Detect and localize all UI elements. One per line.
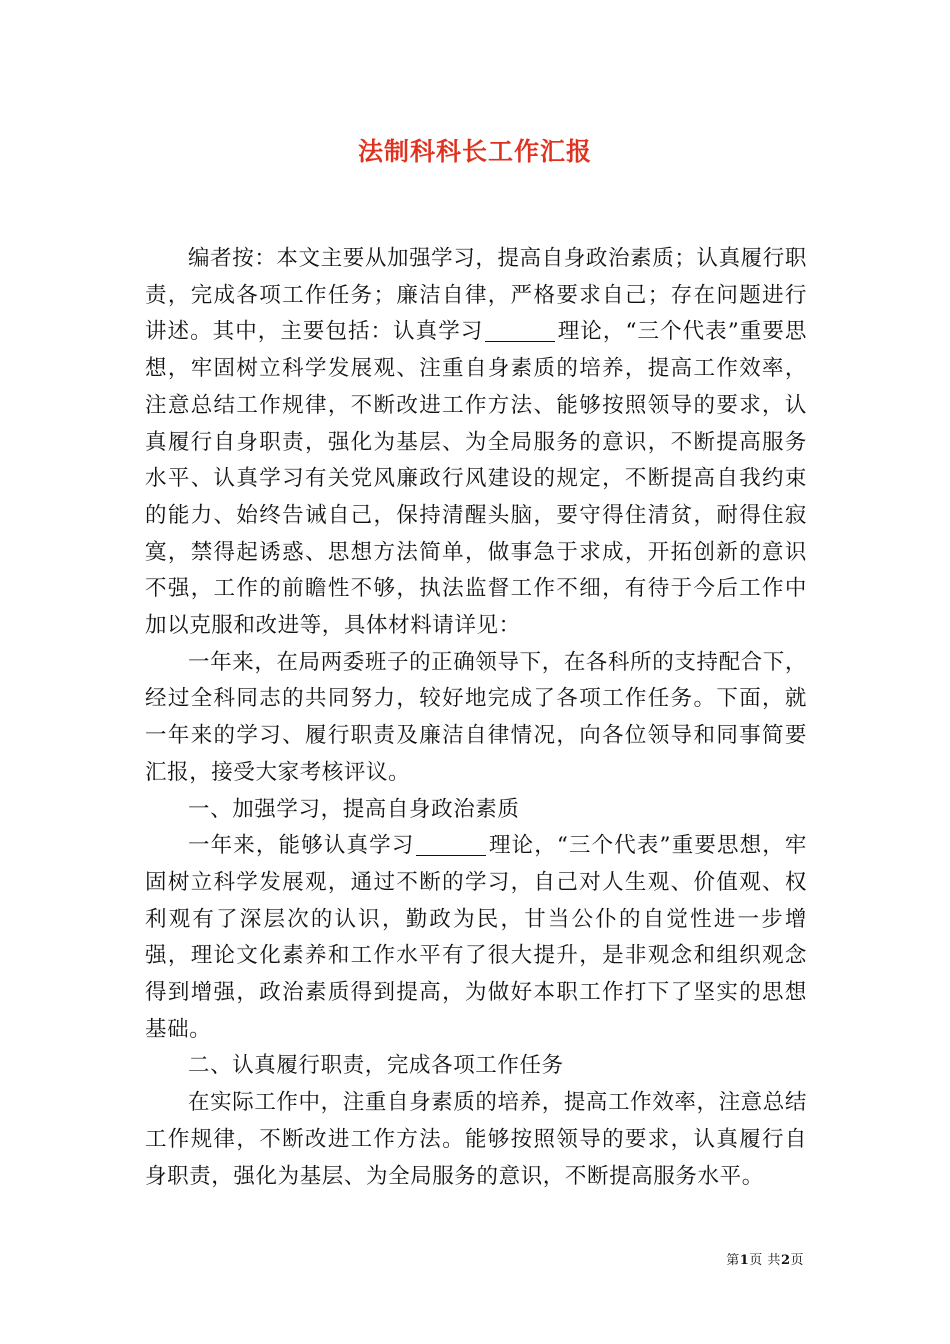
- section1-text-1: 一年来，能够认真学习: [188, 833, 415, 859]
- footer-current-page: 1: [739, 1253, 750, 1268]
- fill-in-blank: [416, 835, 486, 856]
- footer-prefix: 第: [726, 1253, 740, 1268]
- section1-heading: 一、加强学习，提高自身政治素质: [188, 796, 520, 822]
- footer-middle: 页 共: [749, 1253, 781, 1268]
- footer-total-pages: 2: [780, 1253, 791, 1268]
- editor-note-paragraph: [145, 241, 807, 645]
- editor-note-text-1: 编者按：本文主要从加强学习，提高自身政治素质；认真履行职责，完成各项工作任务；廉洁自律，严格要求自己；存在问题进行讲述。其中，主要包括：认真学习: [145, 246, 807, 345]
- section2-paragraph: 在实际工作中，注重自身素质的培养，提高工作效率，注意总结工作规律，不断改进工作方法。能够按照领导的要求，认真履行自身职责，强化为基层、为全局服务的意识，不断提高服务水平。: [145, 1090, 807, 1189]
- page-footer: [726, 1249, 804, 1268]
- section1-paragraph: [145, 828, 807, 1048]
- fill-in-blank: [485, 321, 555, 342]
- intro-paragraph: 一年来，在局两委班子的正确领导下，在各科所的支持配合下，经过全科同志的共同努力，较好地完成了各项工作任务。下面，就一年来的学习、履行职责及廉洁自律情况，向各位领导和同事简要汇报，接受大家考核评议。: [145, 649, 807, 785]
- section1-text-2: 理论，“三个代表”重要思想，牢固树立科学发展观，通过不断的学习，自己对人生观、价值观、权利观有了深层次的认识，勤政为民，甘当公仆的自觉性进一步增强，理论文化素养和工作水平有了很大提升，是非观念和组织观念得到增强，政治素质得到提高，为做好本职工作打下了坚实的思想基础。: [145, 833, 807, 1042]
- editor-note-text-2: 理论，“三个代表”重要思想，牢固树立科学发展观、注重自身素质的培养，提高工作效率，注意总结工作规律，不断改进工作方法、能够按照领导的要求，认真履行自身职责，强化为基层、为全局服务的意识，不断提高服务水平、认真学习有关党风廉政行风建设的规定，不断提高自我约束的能力、始终告诫自己，保持清醒头脑，要守得住清贫，耐得住寂寞，禁得起诱惑、思想方法简单，做事急于求成，开拓创新的意识不强，工作的前瞻性不够，执法监督工作不细，有待于今后工作中加以克服和改进等，具体材料请详见：: [145, 319, 807, 639]
- footer-suffix: 页: [790, 1253, 804, 1268]
- section2-heading: 二、认真履行职责，完成各项工作任务: [188, 1053, 564, 1079]
- document-body: [145, 241, 807, 1195]
- document-title: 法制科科长工作汇报: [357, 137, 592, 166]
